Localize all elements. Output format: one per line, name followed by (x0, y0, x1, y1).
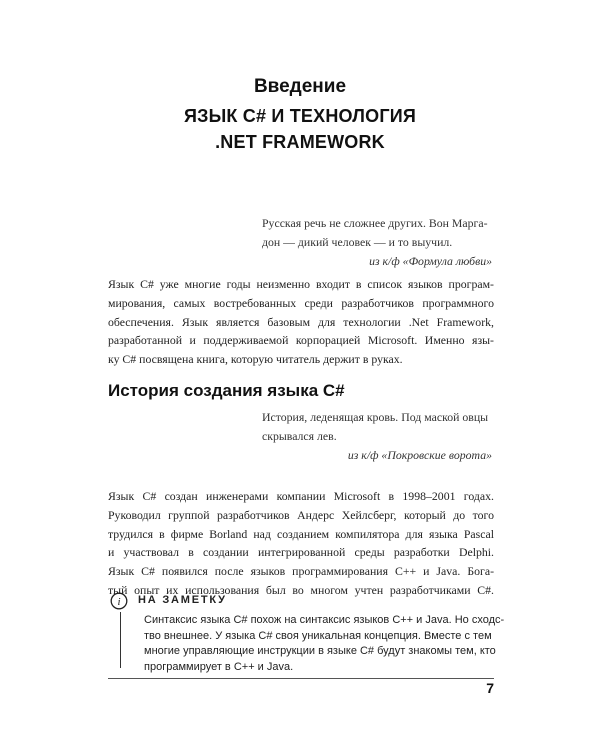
epigraph-line: скрывался лев. (262, 429, 337, 443)
chapter-title-line: .NET FRAMEWORK (215, 132, 385, 152)
page-number: 7 (486, 680, 494, 696)
chapter-label: Введение (253, 76, 347, 97)
paragraph-line: тый опыт их использования был во многом учтен разработчиками C#. (108, 582, 494, 597)
paragraph-line: ку C# посвящена книга, которую читатель держит в руках. (108, 352, 403, 367)
epigraph-line: дон — дикий человек — и то выучил. (262, 235, 453, 249)
footer-rule (108, 678, 494, 679)
paragraph-line: Язык C# появился после языков программирования C++ и Java. Бога- (108, 564, 494, 579)
epigraph-source: из к/ф «Формула любви» (369, 254, 492, 268)
paragraph-line: Язык C# создан инженерами компании Microsoft в 1998–2001 годах. (108, 489, 494, 503)
paragraph-line: и участвовал в создании интегрированной среды разработки Delphi. (108, 545, 494, 560)
paragraph-line: трудился в фирме Borland над созданием компилятора для языка Pascal (108, 526, 494, 541)
history-paragraph (108, 487, 494, 600)
note-title: НА ЗАМЕТКУ (138, 594, 227, 606)
paragraph-line: обеспечения. Язык является базовым для технологии .Net Framework, (108, 314, 494, 329)
paragraph-line: мирования, самых востребованных среди разработчиков программного (108, 295, 494, 310)
intro-paragraph (108, 275, 494, 369)
svg-text:i: i (117, 596, 121, 608)
section-heading: История создания языка C# (108, 381, 345, 400)
note-body (144, 613, 505, 675)
note-line: программирует в C++ и Java. (144, 660, 294, 673)
paragraph-line: Язык C# уже многие годы неизменно входит в список языков програм- (108, 277, 494, 291)
info-icon (110, 592, 128, 610)
chapter-title-line: ЯЗЫК C# И ТЕХНОЛОГИЯ (183, 106, 417, 126)
paragraph-line: Руководил группой разработчиков Андерс Хейлсберг, который до того (108, 507, 494, 522)
chapter-title (0, 103, 600, 155)
note-line: Синтаксис языка C# похож на синтаксис языков C++ и Java. Но сходс- (144, 614, 505, 626)
epigraph (262, 408, 492, 465)
epigraph-line: История, леденящая кровь. Под маской овцы (262, 410, 489, 424)
epigraph-source: из к/ф «Покровские ворота» (347, 448, 492, 462)
epigraph-line: Русская речь не сложнее других. Вон Марга- (262, 216, 488, 230)
note-line: тво внешнее. У языка C# своя уникальная концепция. Вместе с тем (144, 629, 492, 642)
paragraph-line: разработанной и поддерживаемой корпорацией Microsoft. Именно язы- (108, 333, 494, 348)
note-line: многие управляющие инструкции в языке C# будут знакомы тем, кто (144, 645, 496, 658)
epigraph (262, 214, 492, 271)
